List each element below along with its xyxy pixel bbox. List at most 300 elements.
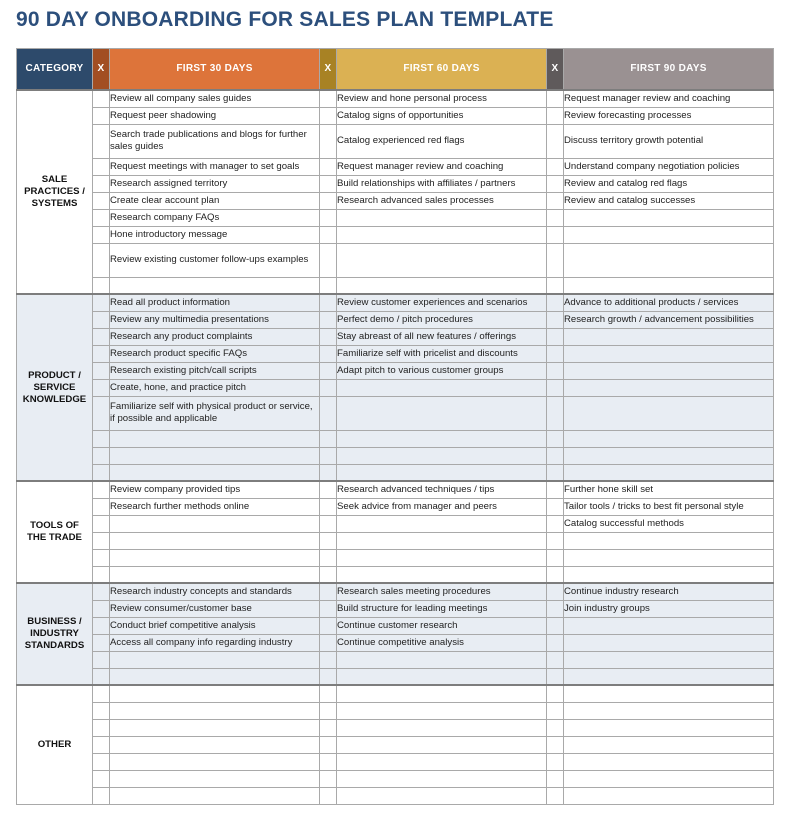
task-cell[interactable]: Review and hone personal process [337, 90, 547, 107]
task-cell[interactable]: Research any product complaints [110, 328, 320, 345]
task-cell[interactable] [110, 464, 320, 481]
checkbox-cell[interactable] [93, 532, 110, 549]
checkbox-cell[interactable] [547, 481, 564, 498]
category-label-line: KNOWLEDGE [22, 393, 87, 405]
task-cell[interactable]: Hone introductory message [110, 226, 320, 243]
checkbox-cell[interactable] [93, 430, 110, 447]
page-title: 90 DAY ONBOARDING FOR SALES PLAN TEMPLATE [16, 8, 554, 31]
checkbox-cell[interactable] [320, 90, 337, 107]
checkbox-cell[interactable] [93, 651, 110, 668]
checkbox-cell[interactable] [320, 719, 337, 736]
task-cell[interactable] [337, 532, 547, 549]
category-group [17, 583, 774, 685]
task-cell[interactable]: Discuss territory growth potential [564, 124, 774, 158]
category-header: CATEGORY [17, 49, 93, 91]
checkbox-cell[interactable] [320, 362, 337, 379]
checkbox-cell[interactable] [320, 277, 337, 294]
task-cell[interactable]: Review existing customer follow-ups examples [110, 243, 320, 277]
table-row [17, 328, 774, 345]
table-row [17, 770, 774, 787]
task-cell[interactable]: Research assigned territory [110, 175, 320, 192]
task-cell[interactable] [337, 753, 547, 770]
checkbox-cell[interactable] [547, 311, 564, 328]
table-row [17, 226, 774, 243]
task-cell[interactable]: Review customer experiences and scenarios [337, 294, 547, 311]
table-row [17, 345, 774, 362]
category-label-line: SYSTEMS [31, 198, 78, 209]
checkbox-cell[interactable] [320, 583, 337, 600]
checkbox-cell[interactable] [320, 668, 337, 685]
task-cell[interactable]: Further hone skill set [564, 481, 774, 498]
checkbox-cell[interactable] [93, 277, 110, 294]
task-cell[interactable] [564, 566, 774, 583]
task-cell[interactable] [564, 464, 774, 481]
checkbox-cell[interactable] [320, 566, 337, 583]
checkbox-cell[interactable] [93, 209, 110, 226]
checkbox-cell[interactable] [547, 464, 564, 481]
task-cell[interactable] [564, 668, 774, 685]
task-cell[interactable]: Research sales meeting procedures [337, 583, 547, 600]
checkbox-cell[interactable] [547, 668, 564, 685]
task-cell[interactable] [564, 362, 774, 379]
task-cell[interactable] [110, 770, 320, 787]
checkbox-cell[interactable] [547, 702, 564, 719]
checkbox-cell[interactable] [547, 583, 564, 600]
task-cell[interactable] [110, 787, 320, 804]
task-cell[interactable]: Advance to additional products / services [564, 294, 774, 311]
task-cell[interactable] [564, 651, 774, 668]
task-cell[interactable]: Review consumer/customer base [110, 600, 320, 617]
checkbox-cell[interactable] [547, 328, 564, 345]
task-cell[interactable] [564, 787, 774, 804]
checkbox-cell[interactable] [93, 464, 110, 481]
checkbox-cell[interactable] [93, 498, 110, 515]
table-row [17, 379, 774, 396]
task-cell[interactable] [110, 651, 320, 668]
table-row [17, 719, 774, 736]
task-cell[interactable] [110, 736, 320, 753]
checkbox-cell[interactable] [93, 617, 110, 634]
task-cell[interactable] [337, 226, 547, 243]
table-row [17, 651, 774, 668]
table-row [17, 277, 774, 294]
checkbox-cell[interactable] [320, 498, 337, 515]
checkbox-cell[interactable] [547, 736, 564, 753]
checkbox-cell[interactable] [547, 549, 564, 566]
task-cell[interactable]: Build structure for leading meetings [337, 600, 547, 617]
checkbox-cell[interactable] [93, 243, 110, 277]
task-cell[interactable] [337, 719, 547, 736]
checkbox-cell[interactable] [320, 396, 337, 430]
checkbox-cell[interactable] [547, 396, 564, 430]
checkbox-cell[interactable] [93, 107, 110, 124]
task-cell[interactable] [564, 243, 774, 277]
checkbox-cell[interactable] [93, 90, 110, 107]
checkbox-cell[interactable] [547, 719, 564, 736]
category-label-line: BUSINESS / [27, 616, 82, 627]
table-row [17, 736, 774, 753]
task-cell[interactable]: Join industry groups [564, 600, 774, 617]
checkbox-cell[interactable] [93, 515, 110, 532]
onboarding-plan-table [16, 48, 774, 805]
checkbox-cell[interactable] [320, 685, 337, 702]
task-cell[interactable] [564, 549, 774, 566]
task-cell[interactable]: Request peer shadowing [110, 107, 320, 124]
table-row [17, 481, 774, 498]
checkbox-cell[interactable] [547, 770, 564, 787]
task-cell[interactable]: Catalog successful methods [564, 515, 774, 532]
checkbox-header-60: X [320, 49, 337, 91]
category-label [17, 90, 93, 294]
task-cell[interactable]: Research advanced sales processes [337, 192, 547, 209]
checkbox-cell[interactable] [320, 192, 337, 209]
checkbox-cell[interactable] [320, 651, 337, 668]
first-30-days-header: FIRST 30 DAYS [110, 49, 320, 91]
checkbox-cell[interactable] [547, 294, 564, 311]
table-row [17, 158, 774, 175]
table-row [17, 685, 774, 702]
task-cell[interactable]: Review forecasting processes [564, 107, 774, 124]
table-row [17, 787, 774, 804]
checkbox-cell[interactable] [93, 175, 110, 192]
checkbox-cell[interactable] [93, 447, 110, 464]
checkbox-cell[interactable] [547, 226, 564, 243]
task-cell[interactable]: Catalog signs of opportunities [337, 107, 547, 124]
table-row [17, 175, 774, 192]
table-row [17, 549, 774, 566]
task-cell[interactable]: Seek advice from manager and peers [337, 498, 547, 515]
checkbox-cell[interactable] [320, 379, 337, 396]
table-row [17, 532, 774, 549]
checkbox-cell[interactable] [320, 787, 337, 804]
checkbox-header-90: X [547, 49, 564, 91]
checkbox-cell[interactable] [320, 345, 337, 362]
category-group [17, 685, 774, 804]
task-cell[interactable]: Research growth / advancement possibilities [564, 311, 774, 328]
checkbox-cell[interactable] [547, 532, 564, 549]
task-cell[interactable] [337, 787, 547, 804]
table-row [17, 515, 774, 532]
task-cell[interactable] [564, 379, 774, 396]
checkbox-cell[interactable] [547, 362, 564, 379]
checkbox-cell[interactable] [547, 566, 564, 583]
checkbox-cell[interactable] [547, 345, 564, 362]
task-cell[interactable]: Continue industry research [564, 583, 774, 600]
category-label-line: THE TRADE [27, 532, 82, 543]
task-cell[interactable] [110, 532, 320, 549]
task-cell[interactable] [564, 277, 774, 294]
task-cell[interactable] [564, 770, 774, 787]
task-cell[interactable] [337, 651, 547, 668]
checkbox-cell[interactable] [547, 447, 564, 464]
category-group [17, 90, 774, 294]
table-row [17, 430, 774, 447]
task-cell[interactable] [337, 447, 547, 464]
checkbox-cell[interactable] [93, 753, 110, 770]
checkbox-cell[interactable] [320, 702, 337, 719]
checkbox-cell[interactable] [93, 702, 110, 719]
table-row [17, 90, 774, 107]
checkbox-cell[interactable] [93, 566, 110, 583]
checkbox-cell[interactable] [320, 736, 337, 753]
checkbox-cell[interactable] [547, 90, 564, 107]
task-cell[interactable] [337, 243, 547, 277]
task-cell[interactable]: Review and catalog red flags [564, 175, 774, 192]
task-cell[interactable]: Perfect demo / pitch procedures [337, 311, 547, 328]
checkbox-cell[interactable] [93, 311, 110, 328]
table-row [17, 124, 774, 158]
task-cell[interactable]: Familiarize self with physical product or service, if possible and applicable [110, 396, 320, 430]
task-cell[interactable] [337, 396, 547, 430]
task-cell[interactable] [110, 702, 320, 719]
checkbox-cell[interactable] [320, 311, 337, 328]
checkbox-cell[interactable] [93, 481, 110, 498]
task-cell[interactable] [337, 464, 547, 481]
task-cell[interactable]: Request meetings with manager to set goals [110, 158, 320, 175]
task-cell[interactable]: Familiarize self with pricelist and discounts [337, 345, 547, 362]
task-cell[interactable]: Access all company info regarding industry [110, 634, 320, 651]
checkbox-cell[interactable] [547, 107, 564, 124]
task-cell[interactable] [110, 277, 320, 294]
task-cell[interactable]: Understand company negotiation policies [564, 158, 774, 175]
checkbox-cell[interactable] [93, 685, 110, 702]
task-cell[interactable] [110, 430, 320, 447]
checkbox-cell[interactable] [320, 226, 337, 243]
checkbox-cell[interactable] [93, 345, 110, 362]
checkbox-cell[interactable] [93, 719, 110, 736]
task-cell[interactable] [110, 549, 320, 566]
checkbox-cell[interactable] [93, 158, 110, 175]
checkbox-cell[interactable] [320, 294, 337, 311]
table-row [17, 311, 774, 328]
checkbox-cell[interactable] [547, 753, 564, 770]
checkbox-cell[interactable] [320, 124, 337, 158]
task-cell[interactable] [337, 770, 547, 787]
task-cell[interactable]: Research further methods online [110, 498, 320, 515]
task-cell[interactable] [337, 430, 547, 447]
task-cell[interactable] [564, 702, 774, 719]
category-group [17, 481, 774, 583]
checkbox-cell[interactable] [547, 175, 564, 192]
checkbox-cell[interactable] [547, 600, 564, 617]
checkbox-cell[interactable] [93, 124, 110, 158]
checkbox-cell[interactable] [320, 600, 337, 617]
checkbox-cell[interactable] [93, 294, 110, 311]
checkbox-cell[interactable] [93, 379, 110, 396]
checkbox-cell[interactable] [93, 226, 110, 243]
checkbox-header-30: X [93, 49, 110, 91]
task-cell[interactable] [110, 668, 320, 685]
table-row [17, 753, 774, 770]
table-row [17, 209, 774, 226]
task-cell[interactable]: Build relationships with affiliates / partners [337, 175, 547, 192]
checkbox-cell[interactable] [93, 583, 110, 600]
checkbox-cell[interactable] [93, 396, 110, 430]
task-cell[interactable] [564, 753, 774, 770]
category-label [17, 481, 93, 583]
table-row [17, 634, 774, 651]
checkbox-cell[interactable] [547, 192, 564, 209]
header-row [17, 49, 774, 91]
category-label-line: TOOLS OF [30, 520, 79, 531]
task-cell[interactable]: Research existing pitch/call scripts [110, 362, 320, 379]
task-cell[interactable]: Request manager review and coaching [564, 90, 774, 107]
first-60-days-header: FIRST 60 DAYS [337, 49, 547, 91]
task-cell[interactable] [337, 702, 547, 719]
checkbox-cell[interactable] [93, 600, 110, 617]
task-cell[interactable] [564, 532, 774, 549]
table-row [17, 583, 774, 600]
checkbox-cell[interactable] [320, 770, 337, 787]
task-cell[interactable] [337, 277, 547, 294]
first-90-days-header: FIRST 90 DAYS [564, 49, 774, 91]
category-label-line: SERVICE [33, 381, 76, 393]
task-cell[interactable] [564, 617, 774, 634]
category-label [17, 685, 93, 804]
checkbox-cell[interactable] [320, 464, 337, 481]
checkbox-cell[interactable] [547, 685, 564, 702]
checkbox-cell[interactable] [320, 447, 337, 464]
checkbox-cell[interactable] [93, 634, 110, 651]
task-cell[interactable] [564, 719, 774, 736]
category-label-line: STANDARDS [24, 640, 85, 651]
task-cell[interactable]: Research advanced techniques / tips [337, 481, 547, 498]
task-cell[interactable] [337, 515, 547, 532]
task-cell[interactable]: Stay abreast of all new features / offerings [337, 328, 547, 345]
checkbox-cell[interactable] [320, 209, 337, 226]
task-cell[interactable] [337, 209, 547, 226]
category-label-line: PRACTICES / [24, 186, 85, 197]
task-cell[interactable] [337, 379, 547, 396]
checkbox-cell[interactable] [547, 430, 564, 447]
task-cell[interactable] [564, 209, 774, 226]
task-cell[interactable] [337, 566, 547, 583]
checkbox-cell[interactable] [547, 158, 564, 175]
task-cell[interactable]: Search trade publications and blogs for further sales guides [110, 124, 320, 158]
task-cell[interactable]: Research industry concepts and standards [110, 583, 320, 600]
category-label [17, 294, 93, 481]
checkbox-cell[interactable] [547, 277, 564, 294]
table-row [17, 362, 774, 379]
checkbox-cell[interactable] [320, 107, 337, 124]
task-cell[interactable] [337, 668, 547, 685]
checkbox-cell[interactable] [547, 515, 564, 532]
checkbox-cell[interactable] [93, 736, 110, 753]
table-row [17, 464, 774, 481]
task-cell[interactable] [337, 685, 547, 702]
category-label-line: OTHER [37, 738, 72, 750]
checkbox-cell[interactable] [320, 328, 337, 345]
checkbox-cell[interactable] [547, 634, 564, 651]
checkbox-cell[interactable] [93, 192, 110, 209]
checkbox-cell[interactable] [93, 328, 110, 345]
task-cell[interactable]: Adapt pitch to various customer groups [337, 362, 547, 379]
checkbox-cell[interactable] [547, 617, 564, 634]
task-cell[interactable] [564, 430, 774, 447]
task-cell[interactable] [564, 328, 774, 345]
checkbox-cell[interactable] [547, 209, 564, 226]
checkbox-cell[interactable] [93, 668, 110, 685]
checkbox-cell[interactable] [93, 362, 110, 379]
task-cell[interactable]: Research company FAQs [110, 209, 320, 226]
checkbox-cell[interactable] [547, 243, 564, 277]
checkbox-cell[interactable] [93, 770, 110, 787]
table-row [17, 600, 774, 617]
table-row [17, 447, 774, 464]
task-cell[interactable]: Read all product information [110, 294, 320, 311]
checkbox-cell[interactable] [547, 379, 564, 396]
task-cell[interactable] [110, 753, 320, 770]
task-cell[interactable] [110, 515, 320, 532]
table-row [17, 498, 774, 515]
task-cell[interactable]: Conduct brief competitive analysis [110, 617, 320, 634]
task-cell[interactable] [564, 634, 774, 651]
checkbox-cell[interactable] [320, 753, 337, 770]
checkbox-cell[interactable] [93, 549, 110, 566]
checkbox-cell[interactable] [547, 651, 564, 668]
table-row [17, 702, 774, 719]
checkbox-cell[interactable] [320, 532, 337, 549]
task-cell[interactable] [564, 736, 774, 753]
task-cell[interactable]: Review and catalog successes [564, 192, 774, 209]
checkbox-cell[interactable] [320, 430, 337, 447]
task-cell[interactable]: Request manager review and coaching [337, 158, 547, 175]
checkbox-cell[interactable] [320, 158, 337, 175]
checkbox-cell[interactable] [547, 787, 564, 804]
task-cell[interactable] [110, 685, 320, 702]
category-group [17, 294, 774, 481]
task-cell[interactable] [110, 447, 320, 464]
checkbox-cell[interactable] [547, 124, 564, 158]
task-cell[interactable]: Create, hone, and practice pitch [110, 379, 320, 396]
table-row [17, 107, 774, 124]
task-cell[interactable]: Review any multimedia presentations [110, 311, 320, 328]
task-cell[interactable]: Tailor tools / tricks to best fit personal style [564, 498, 774, 515]
task-cell[interactable] [564, 447, 774, 464]
task-cell[interactable] [110, 566, 320, 583]
checkbox-cell[interactable] [547, 498, 564, 515]
task-cell[interactable] [564, 685, 774, 702]
task-cell[interactable] [337, 736, 547, 753]
task-cell[interactable]: Review all company sales guides [110, 90, 320, 107]
task-cell[interactable]: Continue competitive analysis [337, 634, 547, 651]
checkbox-cell[interactable] [320, 617, 337, 634]
task-cell[interactable]: Continue customer research [337, 617, 547, 634]
task-cell[interactable] [564, 345, 774, 362]
checkbox-cell[interactable] [320, 634, 337, 651]
task-cell[interactable]: Create clear account plan [110, 192, 320, 209]
checkbox-cell[interactable] [93, 787, 110, 804]
task-cell[interactable]: Research product specific FAQs [110, 345, 320, 362]
category-label-line: SALE [41, 174, 68, 185]
checkbox-cell[interactable] [320, 243, 337, 277]
task-cell[interactable]: Catalog experienced red flags [337, 124, 547, 158]
checkbox-cell[interactable] [320, 175, 337, 192]
task-cell[interactable] [564, 396, 774, 430]
table-row [17, 192, 774, 209]
table-row [17, 668, 774, 685]
category-label-line: INDUSTRY [30, 628, 79, 639]
task-cell[interactable]: Review company provided tips [110, 481, 320, 498]
table-row [17, 294, 774, 311]
checkbox-cell[interactable] [320, 515, 337, 532]
checkbox-cell[interactable] [320, 481, 337, 498]
task-cell[interactable] [564, 226, 774, 243]
task-cell[interactable] [337, 549, 547, 566]
task-cell[interactable] [110, 719, 320, 736]
checkbox-cell[interactable] [320, 549, 337, 566]
category-label-line: PRODUCT / [28, 369, 81, 381]
